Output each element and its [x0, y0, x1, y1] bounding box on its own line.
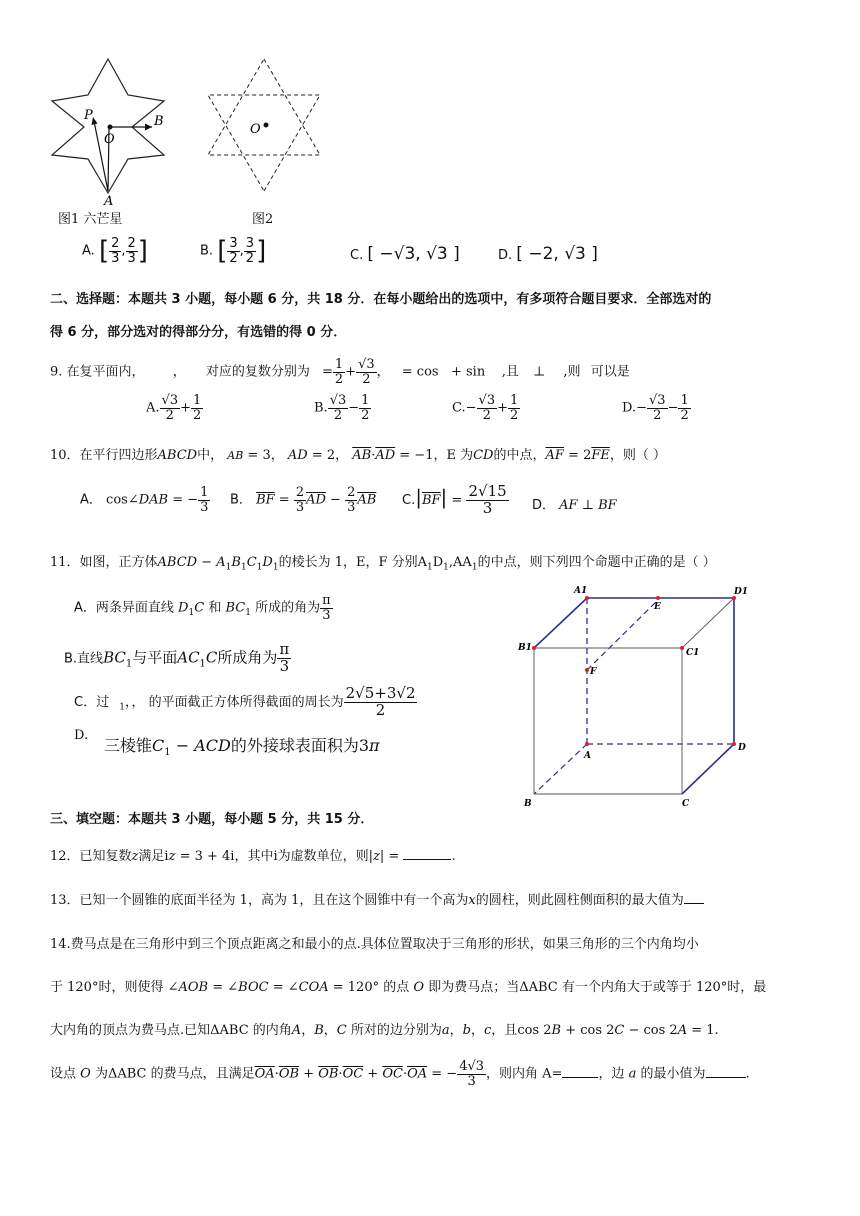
q9-option-c[interactable]: C.− $\frac{√3}{2}$ + $\frac{1}{2}$ — [452, 393, 519, 423]
q8-option-a[interactable]: A. [ $\frac{2}{3}$ , $\frac{2}{3}$ ] — [82, 235, 148, 266]
label-c: C — [682, 799, 690, 809]
edge-ab — [534, 744, 587, 794]
q14-line3: 大内角的顶点为费马点.已知ΔABC 的内角A，B，C 所对的边分别为a，b，c，且cos 2B + cos 2C − cos 2A = 1. — [50, 1023, 719, 1038]
figure-2-caption: 图2 — [252, 212, 274, 227]
q11-option-b[interactable]: B.直线$BC_1$与平面$AC_1C$所成角为 $\frac{\pi}{3}$ — [64, 640, 290, 675]
q13-stem: 13．已知一个圆锥的底面半径为 1，高为 1，且在这个圆锥中有一个高为x的圆柱，则此圆柱侧面积的最大值为 — [50, 889, 704, 908]
label-o: O — [104, 132, 115, 147]
q8-option-b[interactable]: B. [ $\frac{3}{2}$ , $\frac{3}{2}$ ] — [200, 235, 267, 266]
q14-angle-blank[interactable] — [562, 1077, 598, 1078]
q10-option-c[interactable]: $C.|\overline{BF}|$ = $\frac{2√15}{3}$ — [402, 482, 507, 517]
q10-option-d[interactable]: D． AF ⊥ BF — [532, 498, 617, 513]
q11-option-d-label[interactable]: D. — [74, 728, 89, 743]
triangle-up — [208, 59, 320, 155]
q14-line2: 于 120°时，则使得 ∠AOB = ∠BOC = ∠COA = 120° 的点 O 即为费马点；当ΔABC 有一个内角大于或等于 120°时，最 — [50, 980, 767, 995]
q14-side-blank[interactable] — [706, 1077, 746, 1078]
q14-line4: 设点 O 为ΔABC 的费马点，且满足$\overline{OA}\cdot\overline{OB} + \overline{OB}\cdot\overline{OC} + \overline{OC}\cdot\overline{OA}$ = − $\frac{4√3}{3}$ ，则内角 A= ，边 a 的最小值为 . — [50, 1059, 750, 1089]
q9-option-d[interactable]: D.− $\frac{√3}{2}$ − $\frac{1}{2}$ — [622, 393, 689, 423]
edge-dc — [682, 744, 734, 794]
section-2-heading-line2: 得 6 分，部分选对的得部分分，有选错的得 0 分． — [50, 325, 347, 340]
q9-option-b[interactable]: B. $\frac{√3}{2}$ − $\frac{1}{2}$ — [314, 393, 370, 423]
q12-stem: 12．已知复数z满足iz = 3 + 4i，其中i为虚数单位，则|z| = . — [50, 849, 456, 864]
q9-stem: 9. 在复平面内， ， 对应的复数分别为 = $\frac{1}{2}$ + $\frac{√3}{2}$ ， = cos + sin ,且 ⊥ ,则 可以是 — [50, 357, 630, 387]
point-a — [585, 742, 589, 746]
label-d1: D1 — [734, 587, 749, 597]
label-a1: A1 — [574, 586, 588, 596]
label-f: F — [590, 667, 597, 677]
edge-c1d1 — [682, 598, 734, 648]
point-c1 — [680, 646, 684, 650]
q13-answer-blank[interactable] — [684, 903, 704, 904]
figure-1-hexagram — [48, 55, 178, 210]
q10-option-a[interactable]: A． cos∠DAB = − $\frac{1}{3}$ — [80, 485, 209, 515]
edge-a1b1 — [534, 598, 587, 648]
label-d: D — [738, 743, 746, 753]
q11-option-c[interactable]: C．过 $_1$，， 的平面截正方体所得截面的周长为 $\frac{2√5+3√2}{2}$ — [74, 684, 416, 719]
point-d — [732, 742, 736, 746]
q12-answer-blank[interactable] — [403, 859, 451, 860]
vector-ob-arrow — [145, 124, 152, 131]
label-e: E — [654, 602, 661, 612]
triangle-down — [208, 95, 320, 191]
point-f — [585, 668, 589, 672]
label-b: B — [154, 114, 164, 129]
figure-2-dashed-hexagram — [200, 55, 330, 200]
label-b: B — [524, 799, 532, 809]
q11-option-d[interactable]: 三棱锥$C_1$ − ACD的外接球表面积为3π — [104, 736, 380, 759]
point-e — [656, 596, 660, 600]
label-a: A — [584, 751, 591, 761]
label-o2: O — [250, 122, 261, 137]
q11-option-a[interactable]: A．两条异面直线 $D_1C$ 和 $BC_1$ 所成的角为 $\frac{\pi}{3}$ — [74, 593, 331, 623]
figure-1-caption: 图1 六芒星 — [58, 212, 123, 227]
q14-line1: 14.费马点是在三角形中到三个顶点距离之和最小的点.具体位置取决于三角形的形状，如果三角形的三个内角均小 — [50, 937, 699, 952]
q8-option-c[interactable]: C. [ −√3, √3 ] — [350, 244, 460, 264]
section-3-heading: 三、填空题：本题共 3 小题，每小题 5 分，共 15 分． — [50, 812, 374, 827]
label-c1: C1 — [686, 648, 700, 658]
section-2-heading-line1: 二、选择题：本题共 3 小题，每小题 6 分，共 18 分．在每小题给出的选项中，有多项符合题目要求．全部选对的 — [50, 292, 712, 307]
q10-option-b[interactable]: B． $\overline{BF}$ = $\frac{2}{3}$ $\overline{AD}$ − $\frac{2}{3}$ $\overline{AB}$ — [230, 485, 377, 515]
center-point — [264, 123, 269, 128]
label-b1: B1 — [518, 643, 532, 653]
q11-stem: 11．如图，正方体ABCD − $A_1B_1C_1D_1$的棱长为 1，E，F 分别$A_1D_1,AA_1$的中点，则下列四个命题中正确的是（ ） — [50, 555, 716, 573]
q10-stem: 10．在平行四边形ABCD中， AB = 3， AD = 2， $\overline{AB}\cdot\overline{AD} = -1$，E 为CD的中点，$\overline{AF} = 2\overline{FE}$，则（ ） — [50, 448, 666, 463]
point-b1 — [532, 646, 536, 650]
label-p: P — [84, 108, 93, 123]
label-a: A — [104, 194, 114, 209]
q9-option-a[interactable]: A. $\frac{√3}{2}$ + $\frac{1}{2}$ — [146, 393, 202, 423]
cube-figure — [512, 582, 762, 812]
q8-option-d[interactable]: D. [ −2, √3 ] — [498, 244, 598, 264]
segment-ef — [587, 600, 658, 670]
point-a1 — [585, 596, 589, 600]
